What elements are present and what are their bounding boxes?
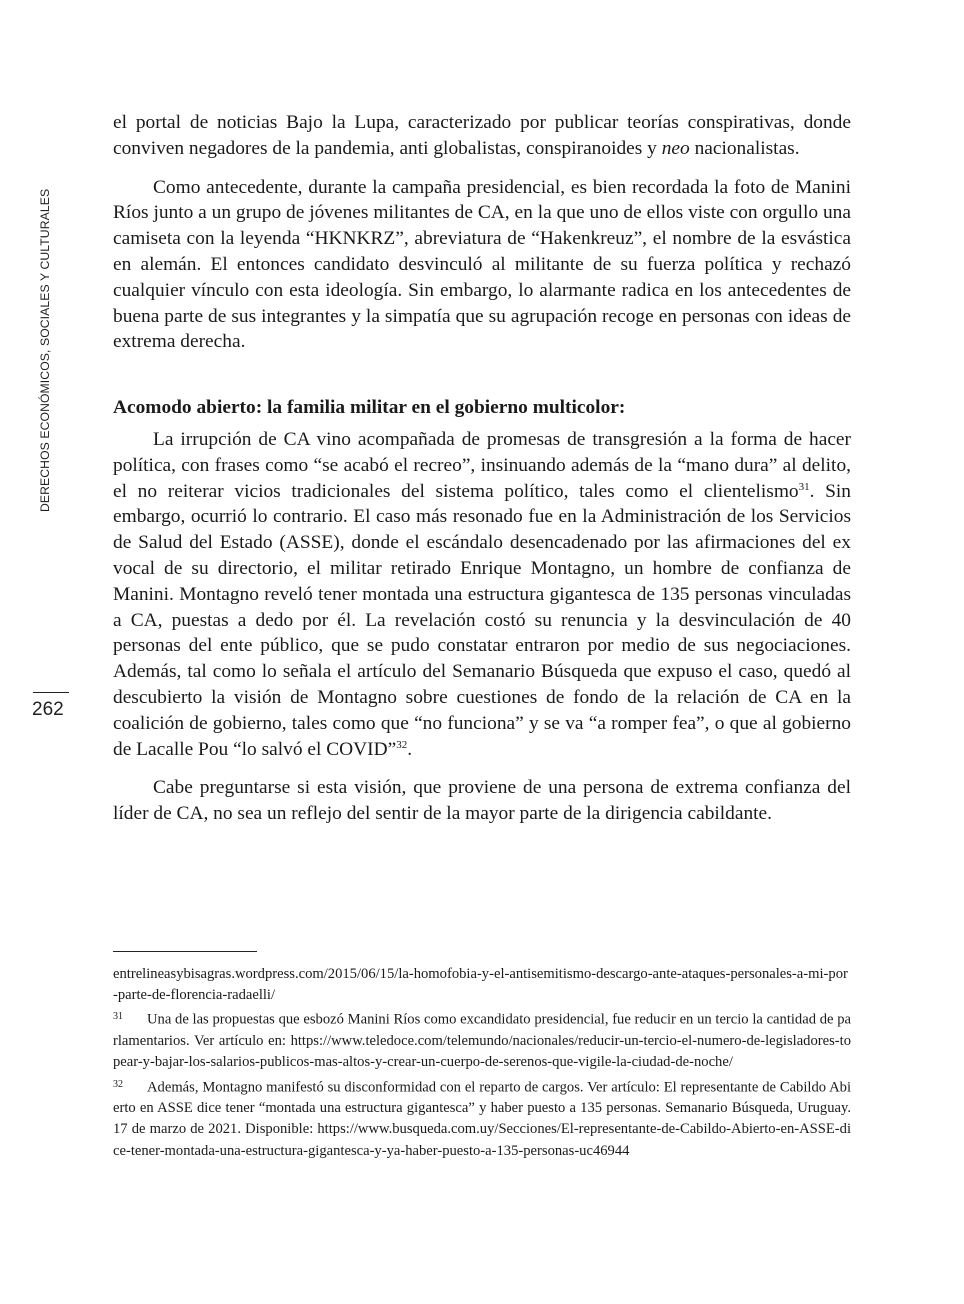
footnote-rule — [113, 951, 257, 952]
footnote-32-number: 32 — [113, 1078, 123, 1090]
footnote-ref-32: 32 — [396, 738, 408, 751]
paragraph-3 — [113, 427, 851, 762]
footnote-ref-31: 31 — [798, 480, 810, 493]
paragraph-4: Cabe preguntarse si esta visión, que proviene de una persona de extrema confianza del líder de CA, no sea un reflejo del sentir de la mayor parte de la dirigencia cabildante. — [113, 777, 851, 825]
page-number: 262 — [32, 699, 64, 720]
paragraph-3-text-b: . Sin embargo, ocurrió lo contrario. El caso más resonado fue en la Administración de los Servicios de Salud del Estado (ASSE), donde el escándalo desencadenado por las afirmaciones del ex vocal de su directorio, el militar retirado Enrique Montagno, un hombre de confianza de Manini. Montagno reveló tener montada una estructura gigantesca de 135 personas vinculadas a CA, puestas a dedo por él. La revelación costó su renuncia y la desvinculación de 40 personas del ente público, que se pudo constatar entraron por medio de sus negociaciones. Además, tal como lo señala el artículo del Semanario Búsqueda que expuso el caso, quedó al descubierto la visión de Montagno sobre cuestiones de fondo de la relación de CA en la coalición de gobierno, tales como que “no funciona” y se va “a romper fea”, o que al gobierno de Lacalle Pou “lo salvó el COVID” — [113, 480, 851, 760]
paragraph-3-text-c: . — [407, 738, 413, 760]
paragraph-1 — [113, 110, 851, 162]
page-number-rule — [33, 692, 69, 693]
footnote-31-text: Una de las propuestas que esbozó Manini Ríos como excandidato presidencial, fue reducir en un tercio la cantidad de parlamentarios. Ver artículo en: https://www.teledoce.com/telemundo/nacionales/reducir-un-tercio-el-numero-de-legisladores-topear-y-bajar-los-salarios-publicos-mas-altos-y-crear-un-cuerpo-de-serenos-que-vigile-la-ciudad-de-noche/ — [113, 1011, 851, 1071]
footnote-continuation: entrelineasybisagras.wordpress.com/2015/06/15/la-homofobia-y-el-antisemitismo-descargo-ante-ataques-personales-a-mi-por-parte-de-florencia-radaelli/ — [113, 966, 848, 1004]
main-text — [113, 110, 851, 827]
paragraph-2: Como antecedente, durante la campaña presidencial, es bien recordada la foto de Manini Ríos junto a un grupo de jóvenes militantes de CA, en la que uno de ellos viste con orgullo una camiseta con la leyenda “HKNKRZ”, abreviatura de “Hakenkreuz”, el nombre de la esvástica en alemán. El entonces candidato desvinculó al militante de su fuerza política y rechazó cualquier vínculo con esta ideología. Sin embargo, lo alarmante radica en los antecedentes de buena parte de sus integrantes y la simpatía que su agrupación recoge en personas con ideas de extrema derecha. — [113, 176, 851, 353]
footnote-31-number: 31 — [113, 1011, 123, 1023]
section-heading: Acomodo abierto: la familia militar en el gobierno multicolor: — [113, 397, 626, 419]
footnote-32-text: Además, Montagno manifestó su disconformidad con el reparto de cargos. Ver artículo: El representante de Cabildo Abierto en ASSE dice tener “montada una estructura gigantesca” y haber puesto a 135 personas. Semanario Búsqueda, Uruguay. 17 de marzo de 2021. Disponible: https://www.busqueda.com.uy/Secciones/El-representante-de-Cabildo-Abierto-en-ASSE-dice-tener-montada-una-estructura-gigantesca-y-ya-haber-puesto-a-135-personas-uc46944 — [113, 1079, 851, 1159]
footnote-31 — [113, 1006, 851, 1073]
paragraph-3-text-a: La irrupción de CA vino acompañada de promesas de transgresión a la forma de hacer política, con frases como “se acabó el recreo”, insinuando además de la “mano dura” al delito, el no reiterar vicios tradicionales del sistema político, tales como el clientelismo — [113, 428, 851, 502]
footnote-32 — [113, 1074, 851, 1162]
paragraph-1-end: nacionalistas. — [689, 137, 800, 159]
running-header: DERECHOS ECONÓMICOS, SOCIALES Y CULTURALES — [38, 188, 52, 512]
footnotes — [113, 951, 851, 1162]
paragraph-1-text: el portal de noticias Bajo la Lupa, caracterizado por publicar teorías conspirativas, donde conviven negadores de la pandemia, anti globalistas, conspiranoides y — [113, 112, 851, 159]
italic-neo: neo — [661, 137, 690, 159]
